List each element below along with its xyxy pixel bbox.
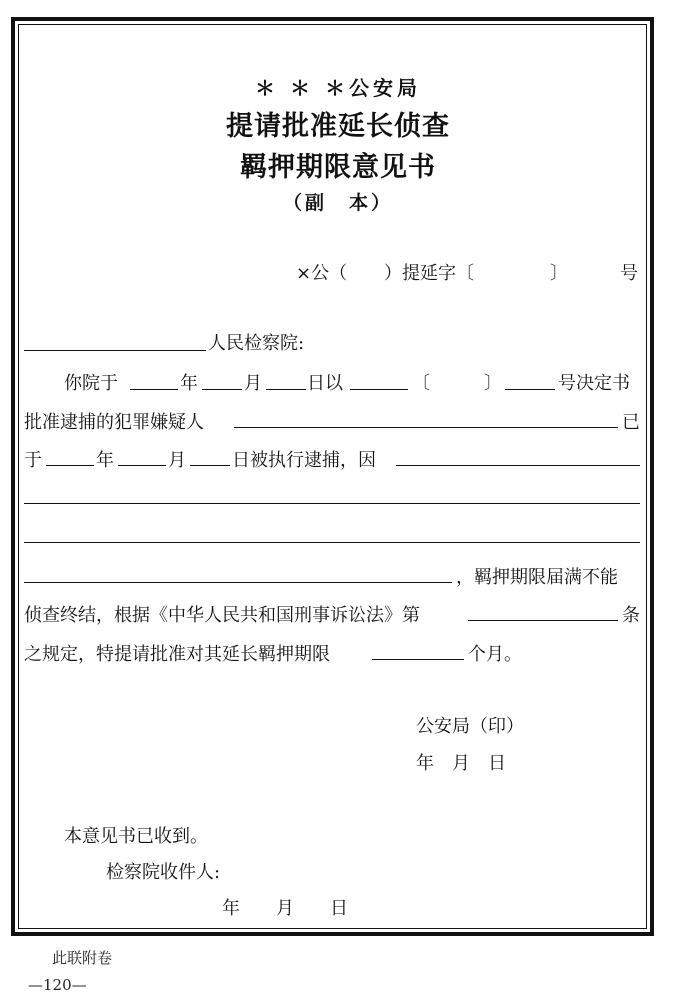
title-line-1: 提请批准延长侦查 — [226, 111, 450, 142]
p3-month: 月 — [168, 450, 186, 471]
p1-year: 年 — [180, 373, 198, 394]
doc-number-suffix: 号 — [620, 263, 638, 284]
p5-article-blank[interactable] — [468, 620, 618, 621]
p1-year-blank[interactable] — [130, 389, 178, 390]
p1-day-blank[interactable] — [266, 389, 306, 390]
p3-day-blank[interactable] — [190, 465, 230, 466]
p1-month-blank[interactable] — [202, 389, 242, 390]
p1-day: 日以 — [307, 373, 343, 394]
p1-start: 你院于 — [64, 373, 118, 394]
footer-note: 此联附卷 — [52, 949, 113, 967]
reason-blank-line-1[interactable] — [24, 503, 640, 504]
p3-reason-blank[interactable] — [396, 465, 640, 466]
p1-decision: 号决定书 — [558, 373, 630, 394]
p2-suspect-blank[interactable] — [234, 427, 618, 428]
doc-number-bracket-close: 〕 — [550, 263, 568, 284]
p1-authority-blank[interactable] — [350, 389, 408, 390]
reason-blank-line-2[interactable] — [24, 542, 640, 543]
receipt-date: 年 月 日 — [222, 898, 348, 919]
p3-year: 年 — [96, 450, 114, 471]
receipt-receiver: 检察院收件人: — [106, 862, 221, 883]
p4-end: ，羁押期限届满不能 — [456, 567, 618, 588]
p1-bracket-close: 〕 — [484, 373, 502, 394]
agency-name: ＊ ＊ ＊公安局 — [255, 76, 421, 100]
signature-date: 年 月 日 — [416, 753, 506, 774]
addressee-label: 人民检察院: — [208, 333, 305, 354]
p3-start: 于 — [24, 450, 42, 471]
p3-day-text: 日被执行逮捕，因 — [232, 450, 376, 471]
reason-blank-line-3[interactable] — [24, 582, 452, 583]
p1-bracket-open: 〔 — [412, 373, 430, 394]
page-number: —120— — [28, 976, 87, 994]
p5-text: 侦查终结，根据《中华人民共和国刑事诉讼法》第 — [24, 605, 420, 626]
p2-end: 已 — [622, 412, 640, 433]
copy-label: （副 本） — [282, 192, 393, 214]
p6-end: 个月。 — [468, 644, 522, 665]
doc-number-middle: ）提延字〔 — [384, 263, 474, 284]
p3-year-blank[interactable] — [46, 465, 94, 466]
title-line-2: 羁押期限意见书 — [240, 152, 436, 183]
p1-number-blank[interactable] — [505, 389, 555, 390]
doc-number-prefix: ×公（ — [296, 263, 348, 284]
p6-months-blank[interactable] — [372, 659, 464, 660]
p6-text: 之规定，特提请批准对其延长羁押期限 — [24, 644, 330, 665]
p3-month-blank[interactable] — [118, 465, 166, 466]
p5-end: 条 — [622, 605, 640, 626]
p1-month: 月 — [244, 373, 262, 394]
agency-seal-label: 公安局（印） — [416, 716, 524, 737]
p2-text: 批准逮捕的犯罪嫌疑人 — [24, 412, 204, 433]
receipt-received: 本意见书已收到。 — [64, 826, 208, 847]
addressee-blank[interactable] — [24, 350, 206, 351]
